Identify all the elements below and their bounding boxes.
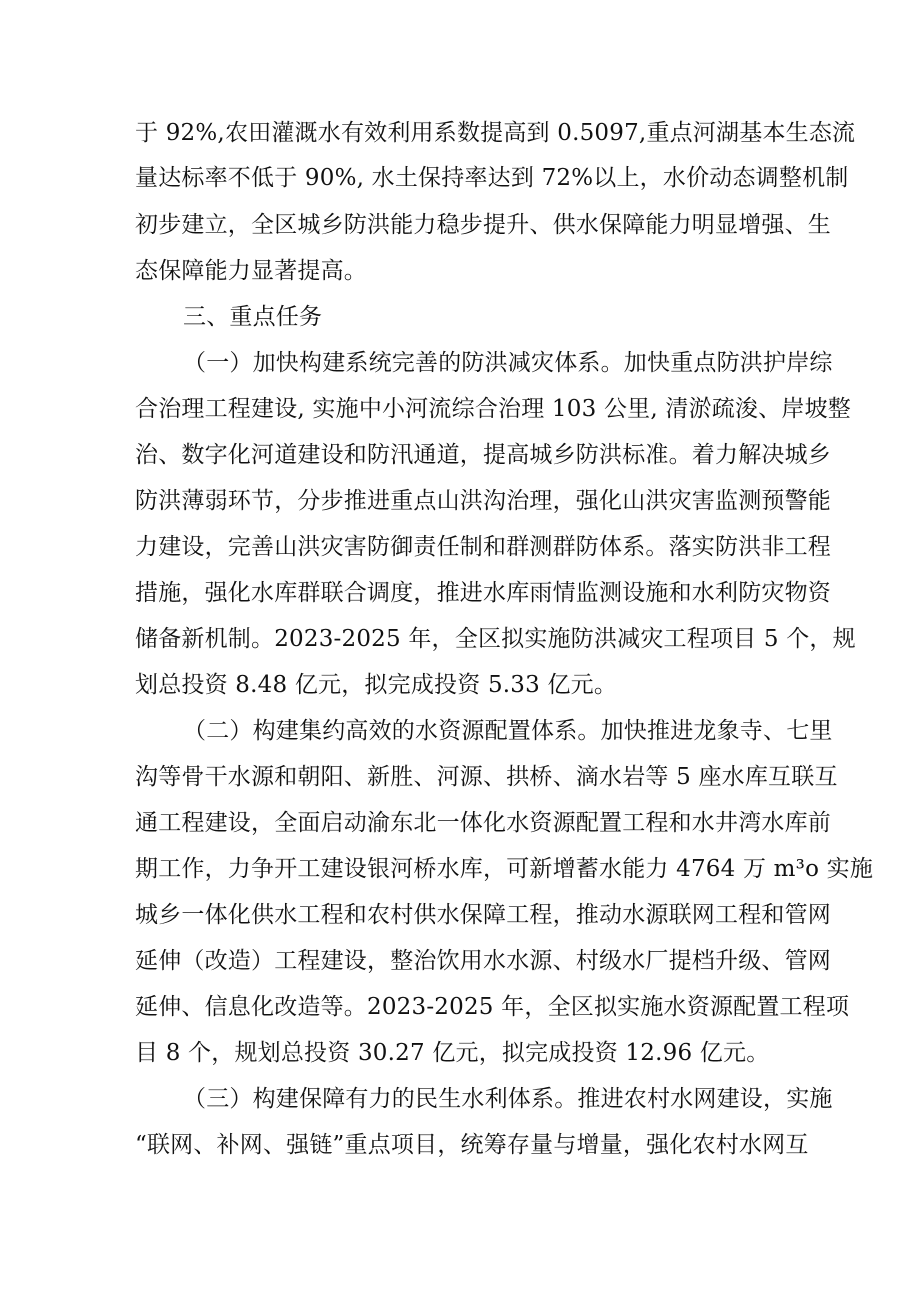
paragraph-first-line: （二）构建集约高效的水资源配置体系。加快推进龙象寺、七里 <box>183 718 833 744</box>
text-line: 通工程建设，全面启动渝东北一体化水资源配置工程和水井湾水库前 <box>135 810 831 836</box>
paragraph-first-line: （三）构建保障有力的民生水利体系。推进农村水网建设，实施 <box>183 1086 833 1112</box>
text-line: 措施，强化水库群联合调度，推进水库雨情监测设施和水利防灾物资 <box>135 580 831 606</box>
text-line: 划总投资 8.48 亿元，拟完成投资 5.33 亿元。 <box>135 672 618 698</box>
text-line: 城乡一体化供水工程和农村供水保障工程，推动水源联网工程和管网 <box>135 902 831 928</box>
text-line: 合治理工程建设, 实施中小河流综合治理 103 公里, 清淤疏浚、岸坡整 <box>135 396 851 422</box>
text-line: 期工作，力争开工建设银河桥水库，可新增蓄水能力 4764 万 m³o 实施 <box>135 856 874 882</box>
text-line: 目 8 个，规划总投资 30.27 亿元，拟完成投资 12.96 亿元。 <box>135 1040 770 1066</box>
text-line: 力建设，完善山洪灾害防御责任制和群测群防体系。落实防洪非工程 <box>135 534 831 560</box>
text-line: 量达标率不低于 90%, 水土保持率达到 72%以上，水价动态调整机制 <box>135 165 849 191</box>
text-line: 于 92%,农田灌溉水有效利用系数提高到 0.5097,重点河湖基本生态流 <box>135 120 856 146</box>
text-line: 延伸、信息化改造等。2023-2025 年，全区拟实施水资源配置工程项 <box>135 994 850 1020</box>
text-line: 治、数字化河道建设和防汛通道，提高城乡防洪标准。着力解决城乡 <box>135 442 831 468</box>
section-heading: 三、重点任务 <box>183 304 323 330</box>
text-line: 延伸（改造）工程建设，整治饮用水水源、村级水厂提档升级、管网 <box>135 948 831 974</box>
paragraph-first-line: （一）加快构建系统完善的防洪减灾体系。加快重点防洪护岸综 <box>183 350 833 376</box>
text-line: 初步建立，全区城乡防洪能力稳步提升、供水保障能力明显增强、生 <box>135 212 831 238</box>
text-line: 态保障能力显著提高。 <box>135 258 367 284</box>
text-line: 防洪薄弱环节，分步推进重点山洪沟治理，强化山洪灾害监测预警能 <box>135 488 831 514</box>
text-line: 沟等骨干水源和朝阳、新胜、河源、拱桥、滴水岩等 5 座水库互联互 <box>135 764 838 790</box>
text-line: 储备新机制。2023-2025 年，全区拟实施防洪减灾工程项目 5 个，规 <box>135 626 856 652</box>
text-line: “联网、补网、强链”重点项目，统筹存量与增量，强化农村水网互 <box>135 1132 809 1158</box>
